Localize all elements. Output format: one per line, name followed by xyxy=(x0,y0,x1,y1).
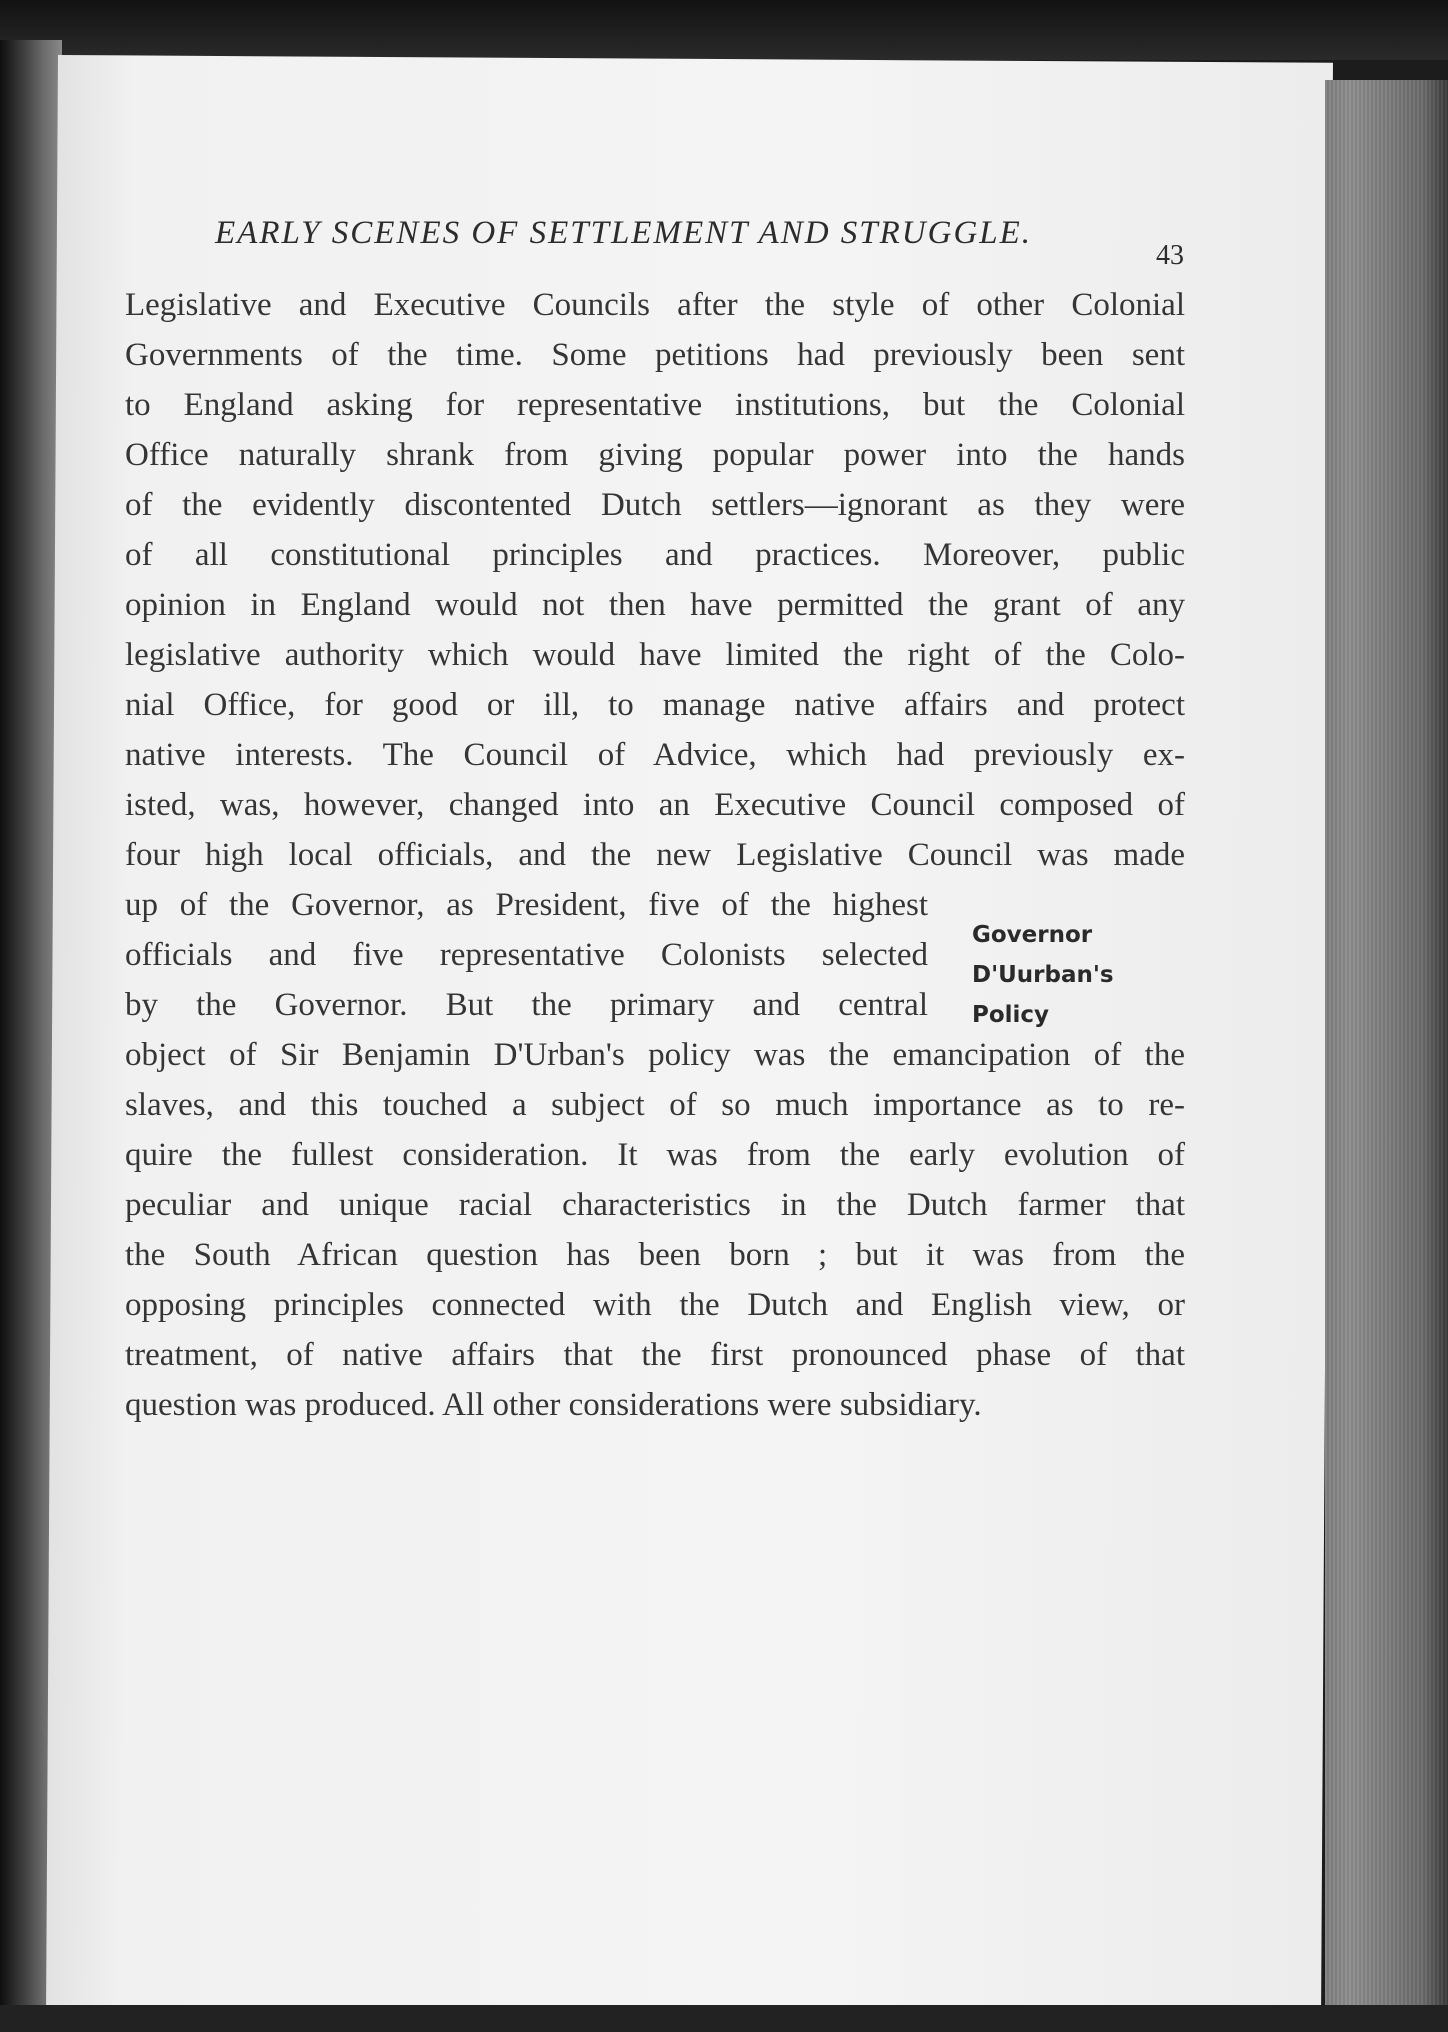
sidenote-line: D'Uurban's xyxy=(972,962,1114,988)
text-line: opposing principles connected with the Dutch and English view, or xyxy=(125,1287,1185,1323)
text-line: native interests. The Council of Advice, which had previously ex- xyxy=(125,737,1185,773)
text-line: four high local officials, and the new Legislative Council was made xyxy=(125,837,1185,873)
top-shadow xyxy=(0,0,1448,60)
text-line: Legislative and Executive Councils after the style of other Colonial xyxy=(125,287,1185,323)
text-line: opinion in England would not then have permitted the grant of any xyxy=(125,587,1185,623)
sidenote-line: Policy xyxy=(972,1002,1050,1028)
page-number: 43 xyxy=(1156,240,1184,271)
text-line: the South African question has been born ; but it was from the xyxy=(125,1237,1185,1273)
running-head: EARLY SCENES OF SETTLEMENT AND STRUGGLE. xyxy=(215,215,1033,251)
margin-sidenote xyxy=(972,915,1114,1035)
text-line: treatment, of native affairs that the first pronounced phase of that xyxy=(125,1337,1185,1373)
text-line: nial Office, for good or ill, to manage native affairs and protect xyxy=(125,687,1185,723)
text-line: officials and five representative Colonists selected xyxy=(125,937,928,973)
text-line: up of the Governor, as President, five of the highest xyxy=(125,887,928,923)
text-line: of the evidently discontented Dutch settlers—ignorant as they were xyxy=(125,487,1185,523)
text-line: slaves, and this touched a subject of so much importance as to re- xyxy=(125,1087,1185,1123)
text-line: of all constitutional principles and practices. Moreover, public xyxy=(125,537,1185,573)
sidenote-line: Governor xyxy=(972,922,1093,948)
text-line: Governments of the time. Some petitions had previously been sent xyxy=(125,337,1185,373)
book-edge xyxy=(1325,80,1448,2032)
text-line: quire the fullest consideration. It was from the early evolution of xyxy=(125,1137,1185,1173)
text-line: object of Sir Benjamin D'Urban's policy was the emancipation of the xyxy=(125,1037,1185,1073)
text-line: Office naturally shrank from giving popular power into the hands xyxy=(125,437,1185,473)
text-line: to England asking for representative institutions, but the Colonial xyxy=(125,387,1185,423)
text-line: peculiar and unique racial characteristics in the Dutch farmer that xyxy=(125,1187,1185,1223)
text-line: question was produced. All other considerations were subsidiary. xyxy=(125,1387,982,1423)
bottom-strip xyxy=(0,2005,1448,2032)
text-line: by the Governor. But the primary and central xyxy=(125,987,928,1023)
text-line: isted, was, however, changed into an Executive Council composed of xyxy=(125,787,1185,823)
text-line: legislative authority which would have limited the right of the Colo- xyxy=(125,637,1185,673)
